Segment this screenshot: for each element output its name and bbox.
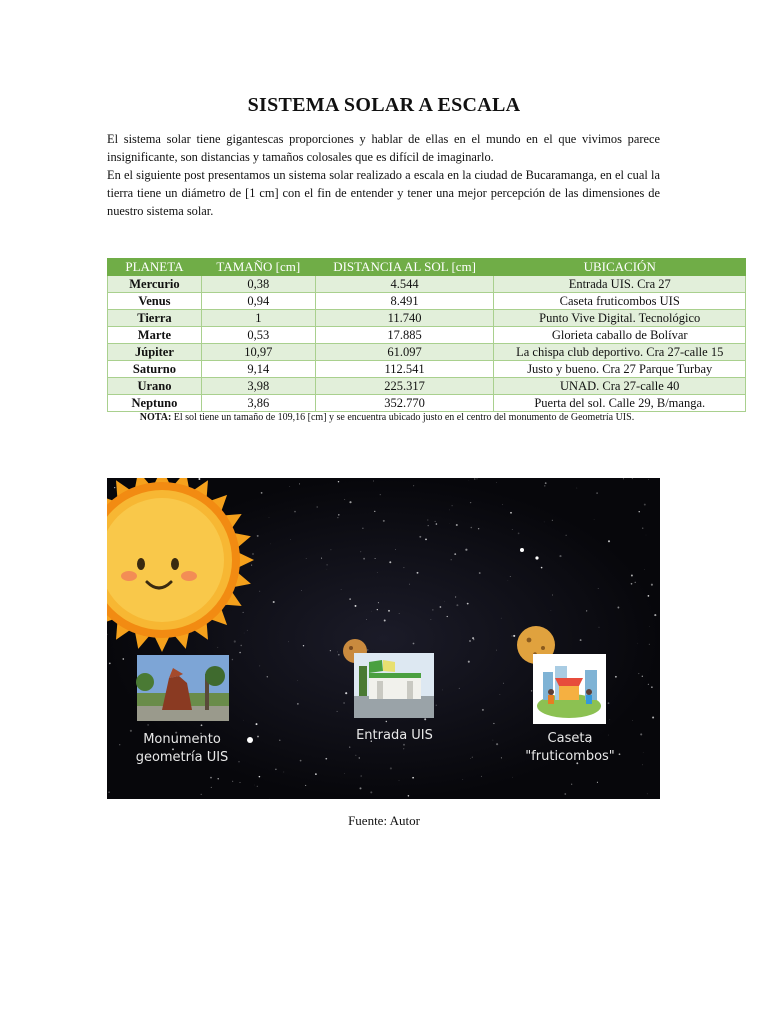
page-title: SISTEMA SOLAR A ESCALA	[247, 94, 521, 116]
star	[644, 504, 646, 506]
star	[513, 635, 515, 637]
star	[409, 584, 410, 585]
star	[501, 618, 502, 619]
star	[257, 535, 259, 537]
star	[647, 793, 648, 794]
star	[481, 776, 482, 777]
star	[435, 521, 436, 522]
star	[417, 572, 419, 574]
star	[360, 551, 361, 552]
star	[631, 583, 633, 585]
star	[288, 642, 289, 643]
star	[608, 540, 610, 542]
star	[447, 616, 448, 617]
star	[632, 478, 633, 479]
star	[623, 478, 624, 479]
planet-size: 1	[201, 310, 315, 327]
intro-paragraph-1: El sistema solar tiene gigantescas proporciones y hablar de ellas en el mundo en el que vivimos parece insignificante, son distancias y tamaños colosales que es difícil de imaginarlo.	[107, 132, 660, 164]
star	[651, 584, 653, 586]
star	[646, 535, 647, 536]
star	[451, 559, 452, 560]
star	[344, 773, 345, 774]
star	[496, 650, 497, 651]
star	[234, 640, 236, 642]
star	[472, 757, 473, 758]
star	[257, 786, 258, 787]
star	[377, 572, 378, 573]
star	[594, 519, 595, 520]
star	[403, 567, 404, 568]
planet-location: UNAD. Cra 27-calle 40	[494, 378, 746, 395]
star	[232, 659, 234, 661]
planet-distance: 352.770	[315, 395, 494, 412]
star	[479, 572, 481, 574]
table-row	[108, 293, 746, 310]
star	[243, 720, 244, 721]
star	[290, 487, 291, 488]
star	[267, 676, 268, 677]
star	[531, 690, 532, 691]
caption-monument-line-2: geometría UIS	[135, 750, 229, 765]
star	[349, 501, 351, 503]
star	[617, 607, 619, 609]
star	[564, 793, 566, 795]
star	[240, 782, 241, 783]
star	[337, 517, 338, 518]
star	[465, 549, 467, 551]
star	[343, 702, 345, 704]
star	[279, 740, 280, 741]
star	[470, 502, 471, 503]
star	[631, 575, 633, 577]
star	[470, 527, 472, 529]
star	[355, 755, 356, 756]
star	[301, 590, 302, 591]
caption-kiosk-line-1: Caseta	[547, 731, 593, 746]
star	[510, 576, 511, 577]
planet-distance: 4.544	[315, 276, 494, 293]
planet-distance: 112.541	[315, 361, 494, 378]
star	[338, 514, 339, 515]
star	[551, 610, 552, 611]
star	[384, 620, 386, 622]
planet-name: Urano	[108, 378, 202, 395]
planet-location: Punto Vive Digital. Tecnológico	[494, 310, 746, 327]
table-row	[108, 310, 746, 327]
table-row	[108, 344, 746, 361]
star	[596, 492, 598, 494]
star	[493, 723, 494, 724]
star	[559, 555, 561, 557]
star	[337, 651, 338, 652]
star	[456, 524, 458, 526]
monument-photo	[136, 655, 229, 721]
star	[325, 758, 327, 760]
star	[432, 609, 433, 610]
star	[389, 561, 391, 563]
note-label: NOTA:	[139, 412, 172, 423]
star	[545, 482, 547, 484]
figure-source: Fuente: Autor	[348, 813, 420, 828]
star	[449, 510, 450, 511]
table-row	[108, 378, 746, 395]
star	[638, 673, 639, 674]
star	[501, 757, 502, 758]
star	[552, 595, 553, 596]
star	[609, 719, 610, 720]
planet-location: La chispa club deportivo. Cra 27-calle 15	[494, 344, 746, 361]
star	[463, 779, 464, 780]
star	[363, 558, 365, 560]
star	[512, 529, 513, 530]
star	[360, 787, 362, 789]
planet-distance: 61.097	[315, 344, 494, 361]
star	[273, 601, 275, 603]
star	[303, 645, 304, 646]
star	[210, 777, 212, 779]
star	[355, 605, 357, 607]
star	[496, 743, 498, 745]
star	[326, 564, 327, 565]
planet-size: 3,98	[201, 378, 315, 395]
star	[455, 597, 456, 598]
note-text: El sol tiene un tamaño de 109,16 [cm] y se encuentra ubicado justo en el centro del monumento de Geometría UIS.	[173, 412, 635, 423]
planet-name: Saturno	[108, 361, 202, 378]
star	[349, 746, 350, 747]
star	[345, 692, 347, 694]
planet-name: Júpiter	[108, 344, 202, 361]
star	[552, 520, 553, 521]
star	[468, 661, 470, 663]
star	[649, 644, 650, 645]
table-row	[108, 276, 746, 293]
star	[321, 558, 322, 559]
planet-distance: 225.317	[315, 378, 494, 395]
star	[544, 485, 545, 486]
planet-location: Glorieta caballo de Bolívar	[494, 327, 746, 344]
star	[496, 482, 497, 483]
star	[478, 528, 479, 529]
planet-distance: 11.740	[315, 310, 494, 327]
star	[566, 535, 567, 536]
star	[259, 776, 261, 778]
star	[256, 723, 258, 725]
star	[440, 606, 442, 608]
star	[298, 680, 299, 681]
star	[109, 663, 111, 665]
star	[386, 721, 387, 722]
star	[247, 630, 248, 631]
star	[108, 791, 110, 793]
star	[315, 773, 317, 775]
bright-star-icon	[247, 737, 253, 743]
caption-entrance: Entrada UIS	[356, 728, 433, 743]
planet-size: 10,97	[201, 344, 315, 361]
star	[648, 479, 649, 480]
star	[217, 778, 218, 779]
star	[597, 782, 598, 783]
star	[580, 639, 582, 641]
star	[473, 639, 475, 641]
star	[299, 483, 300, 484]
star	[648, 595, 650, 597]
star	[330, 549, 331, 550]
table-row	[108, 327, 746, 344]
star	[305, 785, 306, 786]
table-row	[108, 395, 746, 412]
star	[470, 758, 471, 759]
planet-name: Venus	[108, 293, 202, 310]
star	[337, 711, 338, 712]
star	[399, 780, 400, 781]
star	[444, 601, 445, 602]
star	[349, 598, 350, 599]
star	[424, 718, 426, 720]
star	[510, 512, 512, 514]
star	[642, 676, 643, 677]
star	[419, 536, 421, 538]
star	[330, 650, 331, 651]
star	[608, 702, 610, 704]
header-planet: PLANETA	[108, 259, 202, 276]
star	[378, 602, 379, 603]
caption-monument-line-1: Monumento	[143, 732, 221, 747]
star	[297, 703, 298, 704]
star	[395, 549, 396, 550]
star	[261, 492, 263, 494]
entrance-photo	[354, 653, 434, 718]
star	[412, 777, 414, 779]
star	[493, 740, 494, 741]
star	[413, 485, 414, 486]
kiosk-illustration	[533, 654, 606, 724]
planet-table	[107, 258, 746, 412]
star	[598, 627, 599, 628]
star	[240, 645, 241, 646]
star	[571, 784, 572, 785]
star	[269, 517, 270, 518]
star	[338, 481, 339, 482]
star	[244, 633, 245, 634]
caption-kiosk-line-2: "fruticombos"	[525, 749, 615, 764]
star	[283, 772, 284, 773]
star	[217, 647, 218, 648]
star	[635, 582, 636, 583]
header-distance: DISTANCIA AL SOL [cm]	[315, 259, 494, 276]
planet-location: Entrada UIS. Cra 27	[494, 276, 746, 293]
star	[359, 757, 360, 758]
star	[586, 610, 587, 611]
star	[147, 724, 149, 726]
star	[477, 479, 478, 480]
star	[259, 666, 260, 667]
star	[654, 614, 656, 616]
planet-location: Caseta fruticombos UIS	[494, 293, 746, 310]
star	[500, 694, 501, 695]
star	[380, 494, 381, 495]
star	[541, 567, 543, 569]
sun-icon	[107, 478, 257, 658]
star	[503, 683, 504, 684]
star	[408, 795, 410, 797]
star	[413, 643, 415, 645]
star	[366, 619, 367, 620]
planet-size: 0,94	[201, 293, 315, 310]
star	[362, 528, 363, 529]
planet-size: 3,86	[201, 395, 315, 412]
star	[232, 781, 233, 782]
star	[652, 716, 654, 718]
star	[201, 794, 202, 795]
star	[436, 705, 437, 706]
star	[482, 709, 484, 711]
planet-location: Justo y bueno. Cra 27 Parque Turbay	[494, 361, 746, 378]
star	[294, 511, 296, 513]
star	[452, 505, 453, 506]
star	[640, 733, 642, 735]
star	[436, 523, 438, 525]
star	[201, 724, 203, 726]
solar-system-figure	[107, 478, 660, 799]
star	[648, 684, 649, 685]
planet-size: 9,14	[201, 361, 315, 378]
star	[644, 569, 645, 570]
star	[474, 478, 475, 479]
star	[377, 609, 378, 610]
star	[122, 658, 124, 660]
star	[632, 720, 633, 721]
planet-distance: 17.885	[315, 327, 494, 344]
intro-paragraph-2: En el siguiente post presentamos un sistema solar realizado a escala en la ciudad de Bucaramanga, en el cual la tierra tiene un diámetro de [1 cm] con el fin de entender y tener una mejor percepción de las dimensiones de nuestro sistema solar.	[107, 168, 660, 218]
star	[651, 686, 653, 688]
star	[431, 619, 432, 620]
star	[374, 511, 375, 512]
star	[518, 533, 520, 535]
caption-kiosk	[515, 730, 625, 766]
star	[259, 591, 260, 592]
planet-name: Neptuno	[108, 395, 202, 412]
star	[399, 613, 400, 614]
star	[383, 520, 385, 522]
star	[338, 654, 340, 656]
star	[360, 775, 362, 777]
star	[459, 688, 460, 689]
star	[642, 764, 643, 765]
planet-name: Marte	[108, 327, 202, 344]
star	[544, 522, 545, 523]
star	[367, 649, 369, 651]
planet-size: 0,38	[201, 276, 315, 293]
star	[290, 539, 291, 540]
star	[598, 588, 599, 589]
planet-name: Tierra	[108, 310, 202, 327]
planet-location: Puerta del sol. Calle 29, B/manga.	[494, 395, 746, 412]
star	[341, 589, 342, 590]
star	[442, 690, 443, 691]
planet-size: 0,53	[201, 327, 315, 344]
star	[375, 558, 376, 559]
star	[639, 511, 640, 512]
star	[211, 787, 212, 788]
table-note	[107, 412, 667, 424]
star	[428, 525, 429, 526]
star	[300, 760, 302, 762]
table-row	[108, 361, 746, 378]
table-header-row	[108, 259, 746, 276]
star	[642, 527, 643, 528]
star	[427, 519, 428, 520]
star	[403, 748, 404, 749]
star	[306, 558, 307, 559]
star	[615, 676, 617, 678]
star	[425, 539, 427, 541]
star	[257, 736, 259, 738]
star	[239, 652, 241, 654]
star	[345, 499, 346, 500]
header-size: TAMAÑO [cm]	[201, 259, 315, 276]
star	[456, 604, 458, 606]
star	[454, 553, 456, 555]
star	[388, 610, 390, 612]
star	[502, 504, 503, 505]
star	[275, 769, 276, 770]
star	[512, 636, 513, 637]
star	[370, 791, 372, 793]
planet-name: Mercurio	[108, 276, 202, 293]
caption-monument	[123, 731, 241, 767]
star	[469, 640, 471, 642]
planet-distance: 8.491	[315, 293, 494, 310]
star	[317, 506, 318, 507]
intro-text	[107, 130, 660, 220]
star	[373, 481, 374, 482]
header-location: UBICACIÓN	[494, 259, 746, 276]
star	[119, 744, 120, 745]
star	[390, 767, 392, 769]
star	[467, 603, 469, 605]
